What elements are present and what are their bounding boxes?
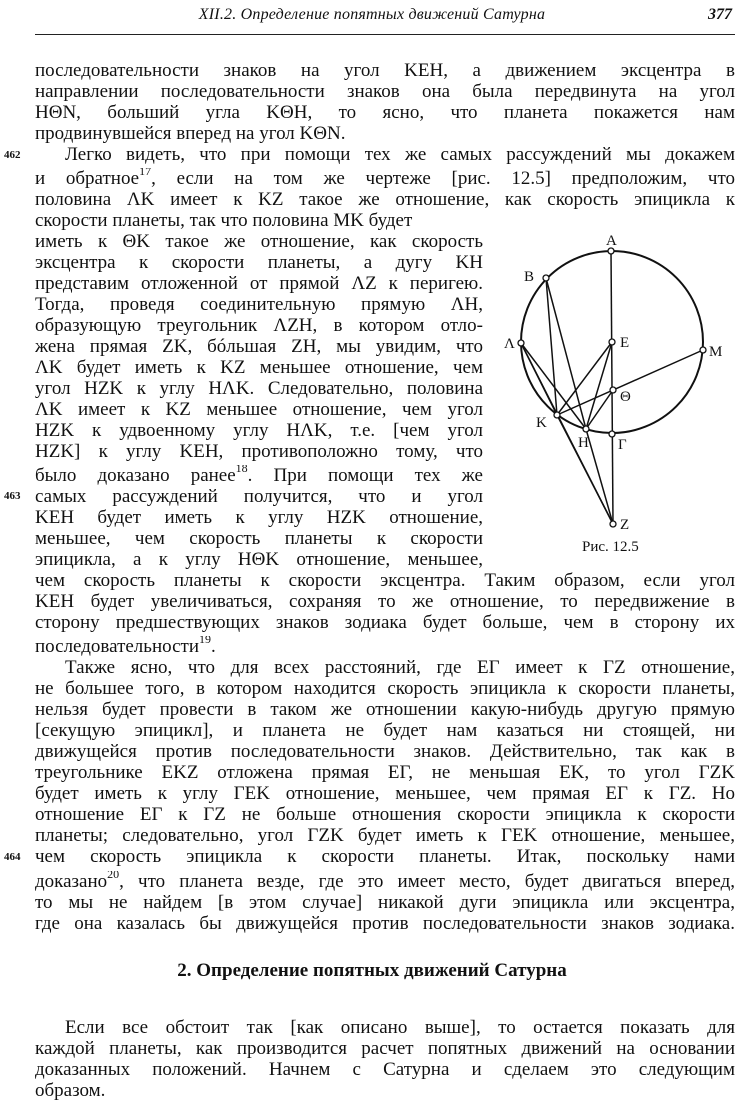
text-line: каждой планеты, как производится расчет попятных движений на основании	[35, 1038, 735, 1059]
line-KM	[557, 350, 703, 415]
text-line: образующую треугольник ΛZH, в котором отло-	[35, 315, 483, 336]
text-line: треугольнике EKZ отложена прямая EΓ, не меньшая EK, то угол ΓZK	[35, 762, 735, 783]
point-Theta	[610, 387, 616, 393]
point-B	[543, 275, 549, 281]
text-fragment: . При помощи тех же	[247, 465, 483, 486]
text-line: половина ΛK имеет к KZ такое же отношение, как скорость эпицикла к	[35, 189, 735, 210]
point-K	[554, 412, 560, 418]
section-heading: 2. Определение попятных движений Сатурна	[177, 960, 567, 981]
text-line: продвинувшейся вперед на угол KΘN.	[35, 123, 346, 144]
point-Lambda	[518, 340, 524, 346]
text-line: меньшее, чем скорость планеты к скорости	[35, 528, 483, 549]
text-line: KEH будет увеличиваться, сохраняя то же отношение, то передвижение в	[35, 591, 735, 612]
text-line: где она казалась бы движущейся против последовательности знаков зодиака.	[35, 913, 735, 934]
point-Gamma	[609, 431, 615, 437]
point-M	[700, 347, 706, 353]
label-Theta: Θ	[620, 389, 631, 405]
text-line: Также ясно, что для всех расстояний, где EΓ имеет к ΓZ отношение,	[65, 657, 735, 678]
text-line: отношение EΓ к ΓZ не больше отношения скорости эпицикла к скорости	[35, 804, 735, 825]
footnote-ref: 18	[235, 465, 248, 475]
margin-number: 464	[4, 851, 21, 863]
text-line: чем скорость планеты к скорости эксцентра. Таким образом, если угол	[35, 570, 735, 591]
label-Z: Z	[620, 517, 630, 533]
margin-number: 463	[4, 490, 21, 502]
label-K: K	[536, 415, 547, 431]
text-line: ΛK имеет к KZ меньшее отношение, чем угол	[35, 399, 483, 420]
running-title: XII.2. Определение попятных движений Сатурна	[198, 6, 546, 23]
text-line: [секущую эпицикл], и планета не будет нам казаться ни стоящей, ни	[35, 720, 735, 741]
point-E	[609, 339, 615, 345]
text-line: эксцентра к скорости планеты, а дугу KH	[35, 252, 483, 273]
text-line	[35, 168, 735, 189]
text-fragment: , если на том же чертеже [рис. 12.5] предположим, что	[151, 168, 735, 189]
text-line: Если все обстоит так [как описано выше], то остается показать для	[65, 1017, 735, 1038]
label-B: B	[524, 269, 535, 285]
line-HE	[586, 342, 612, 429]
text-line	[35, 636, 735, 657]
text-fragment: доказано	[35, 871, 108, 892]
point-Z	[610, 521, 616, 527]
text-line: представим отложенной от прямой ΛZ к перигею.	[35, 273, 483, 294]
text-line	[35, 465, 483, 486]
footnote-ref: 17	[139, 168, 152, 178]
text-line: HZK к удвоенному углу HΛK, т.е. [чем угол	[35, 420, 483, 441]
line-HZ	[586, 429, 613, 524]
text-fragment: последовательности	[35, 636, 199, 657]
text-line	[35, 871, 735, 892]
text-line: Тогда, проведя соединительную прямую ΛH,	[35, 294, 483, 315]
text-line: будет иметь к углу ΓEK отношение, меньшее, чем прямая EΓ к ΓZ. Но	[35, 783, 735, 804]
margin-number: 462	[4, 149, 21, 161]
text-line: направлении последовательности знаков она была передвинута на угол	[35, 81, 735, 102]
text-fragment: было доказано ранее	[35, 465, 236, 486]
text-line: ΛK будет иметь к KZ меньшее отношение, чем	[35, 357, 483, 378]
figure-caption: Рис. 12.5	[582, 539, 639, 555]
text-line: чем скорость эпицикла к скорости планеты. Итак, поскольку нами	[35, 846, 735, 867]
text-line: самых рассуждений получится, что и угол	[35, 486, 483, 507]
point-H	[583, 426, 589, 432]
text-line: не большее того, в котором находится скорость эпицикла к скорости планеты,	[35, 678, 735, 699]
label-E: E	[620, 335, 630, 351]
label-H: H	[578, 435, 589, 451]
line-LambdaH	[521, 343, 586, 429]
text-line: HZK] к углу KEH, противоположно тому, что	[35, 441, 483, 462]
footnote-ref: 20	[107, 871, 120, 881]
text-line: скорости планеты, так что половина MK будет	[35, 210, 413, 231]
text-line: планеты; следовательно, угол ΓZK будет иметь к ΓEK отношение, меньшее,	[35, 825, 735, 846]
label-Gamma: Γ	[618, 437, 627, 453]
text-fragment: .	[211, 636, 216, 657]
text-fragment: , что планета везде, где это имеет место, будет двигаться вперед,	[119, 871, 735, 892]
page-number: 377	[708, 6, 732, 23]
text-fragment: и обратное	[35, 168, 140, 189]
label-M: M	[709, 344, 723, 360]
text-line: Легко видеть, что при помощи тех же самых рассуждений мы докажем	[65, 144, 735, 165]
text-line: нельзя будет провести в таком же отношении какую-нибудь другую прямую	[35, 699, 735, 720]
figure-12-5	[490, 225, 730, 535]
text-line: движущейся против последовательности знаков. Действительно, так как в	[35, 741, 735, 762]
text-line: HΘN, больший угла KΘH, то ясно, что планета покажется нам	[35, 102, 735, 123]
text-line: сторону предшествующих знаков зодиака будет больше, чем в сторону их	[35, 612, 735, 633]
label-Lambda: Λ	[504, 336, 515, 352]
text-line: последовательности знаков на угол KEH, а движением эксцентра в	[35, 60, 735, 81]
text-line: эпицикла, а к углу HΘK отношение, меньшее,	[35, 549, 483, 570]
text-line: KEH будет иметь к углу HZK отношение,	[35, 507, 483, 528]
text-line: образом.	[35, 1080, 106, 1101]
text-line: угол HZK к углу HΛK. Следовательно, половина	[35, 378, 483, 399]
footnote-ref: 19	[199, 636, 211, 646]
text-line: жена прямая ZK, бóльшая ZH, мы увидим, что	[35, 336, 483, 357]
text-line: доказанных положений. Начнем с Сатурна и сделаем это следующим	[35, 1059, 735, 1080]
label-A: A	[606, 233, 617, 249]
text-line: то мы не найдем [в этом случае] никакой дуги эпицикла или эксцентра,	[35, 892, 735, 913]
text-line: иметь к ΘK такое же отношение, как скорость	[35, 231, 483, 252]
header-rule	[35, 34, 735, 35]
